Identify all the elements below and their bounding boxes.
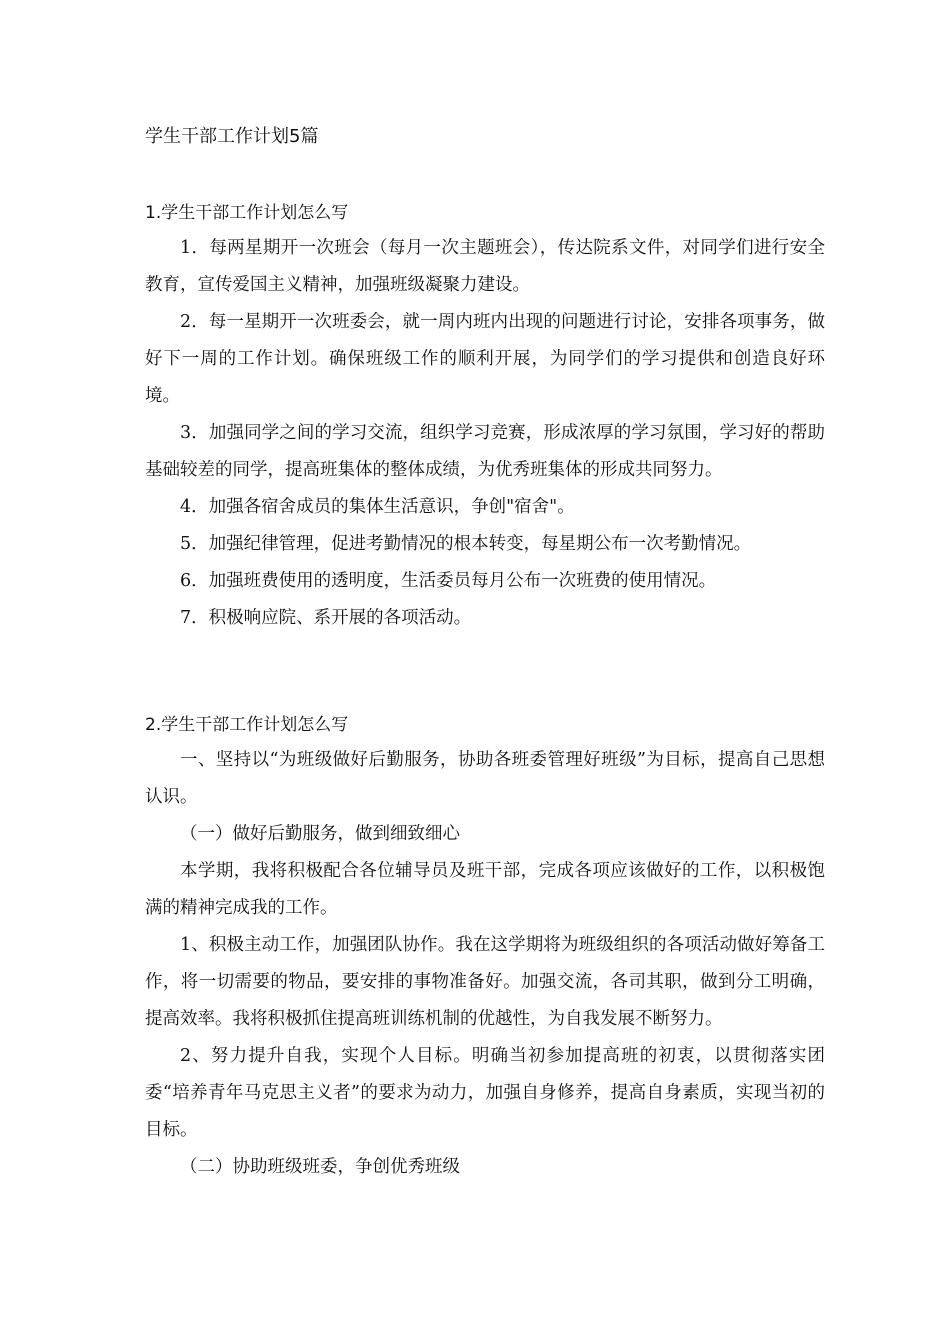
paragraph: 6．加强班费使用的透明度，生活委员每月公布一次班费的使用情况。: [180, 571, 717, 591]
subheading: （一）做好后勤服务，做到细致细心: [180, 824, 460, 844]
paragraph: 1．每两星期开一次班会（每月一次主题班会），传达院系文件，对同学们进行安全教育，宣传爱国主义精神，加强班级凝聚力建设。: [145, 238, 825, 295]
paragraph: 2．每一星期开一次班委会，就一周内班内出现的问题进行讨论，安排各项事务，做好下一周的工作计划。确保班级工作的顺利开展，为同学们的学习提供和创造良好环境。: [145, 312, 825, 406]
paragraph: 2、努力提升自我，实现个人目标。明确当初参加提高班的初衷，以贯彻落实团委“培养青年马克思主义者”的要求为动力，加强自身修养，提高自身素质，实现当初的目标。: [145, 1046, 825, 1140]
document-title: 学生干部工作计划5篇: [145, 126, 319, 147]
section-heading: 1.学生干部工作计划怎么写: [145, 203, 349, 223]
paragraph: 一、坚持以“为班级做好后勤服务，协助各班委管理好班级”为目标，提高自己思想认识。: [145, 750, 825, 807]
section-1: [145, 198, 825, 637]
paragraph: 4．加强各宿舍成员的集体生活意识，争创"宿舍"。: [180, 497, 575, 517]
paragraph: 1、积极主动工作，加强团队协作。我在这学期将为班级组织的各项活动做好筹备工作，将一切需要的物品，要安排的事物准备好。加强交流，各司其职，做到分工明确，提高效率。我将积极抓住提高班训练机制的优越性，为自我发展不断努力。: [145, 935, 825, 1029]
paragraph: 本学期，我将积极配合各位辅导员及班干部，完成各项应该做好的工作，以积极饱满的精神完成我的工作。: [145, 861, 825, 918]
paragraph: 7．积极响应院、系开展的各项活动。: [180, 608, 472, 628]
paragraph: 3．加强同学之间的学习交流，组织学习竞赛，形成浓厚的学习氛围，学习好的帮助基础较差的同学，提高班集体的整体成绩，为优秀班集体的形成共同努力。: [145, 423, 825, 480]
paragraph: 5．加强纪律管理，促进考勤情况的根本转变，每星期公布一次考勤情况。: [180, 534, 752, 554]
subheading: （二）协助班级班委，争创优秀班级: [180, 1157, 460, 1177]
section-2: [145, 710, 825, 1186]
section-heading: 2.学生干部工作计划怎么写: [145, 715, 349, 735]
